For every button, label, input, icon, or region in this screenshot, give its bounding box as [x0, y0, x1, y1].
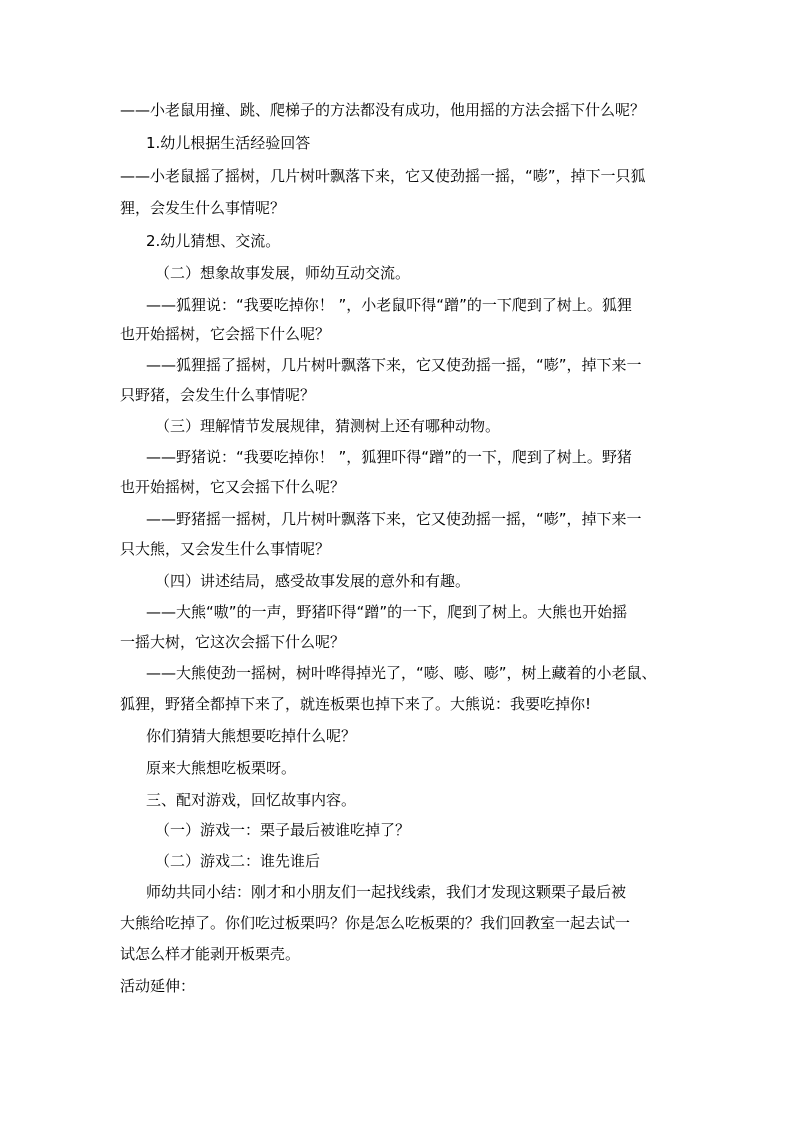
text-line: （三）理解情节发展规律，猜测树上还有哪种动物。 — [155, 417, 501, 435]
text-line: （四）讲述结局，感受故事发展的意外和有趣。 — [155, 572, 471, 590]
text-line: 1.幼儿根据生活经验回答 — [146, 134, 311, 152]
text-line: （二）游戏二：谁先谁后 — [155, 852, 321, 870]
text-line: （一）游戏一：栗子最后被谁吃掉了？ — [155, 821, 411, 839]
text-line: （二）想象故事发展，师幼互动交流。 — [155, 264, 411, 282]
text-line: 原来大熊想吃板栗呀。 — [146, 759, 297, 777]
text-line: 一摇大树，它这次会摇下什么呢？ — [120, 633, 346, 651]
text-line: ——大熊“嗷”的一声，野猪吓得“蹭”的一下，爬到了树上。大熊也开始摇 — [146, 603, 628, 621]
text-line: ——狐狸说：“我要吃掉你！ ”，小老鼠吓得“蹭”的一下爬到了树上。狐狸 — [146, 296, 632, 314]
text-line: 你们猜猜大熊想要吃掉什么呢？ — [146, 727, 357, 745]
text-line: 活动延伸： — [120, 977, 196, 995]
text-line: ——野猪说：“我要吃掉你！ ”，狐狸吓得“蹭”的一下，爬到了树上。野猪 — [146, 448, 632, 466]
text-line: ——小老鼠摇了摇树，几片树叶飘落下来，它又使劲摇一摇，“嘭”，掉下一只狐 — [120, 167, 646, 185]
text-line: ——野猪摇一摇树，几片树叶飘落下来，它又使劲摇一摇，“嘭”，掉下来一 — [146, 510, 642, 528]
text-line: 也开始摇树，它又会摇下什么呢？ — [120, 478, 346, 496]
text-line: 也开始摇树，它会摇下什么呢？ — [120, 325, 331, 343]
text-line: 大熊给吃掉了。你们吃过板栗吗？你是怎么吃板栗的？我们回教室一起去试一 — [120, 914, 631, 932]
text-line: ——小老鼠用撞、跳、爬梯子的方法都没有成功，他用摇的方法会摇下什么呢？ — [120, 101, 646, 119]
text-line: 只大熊，又会发生什么事情呢？ — [120, 540, 331, 558]
text-line: 试怎么样才能剥开板栗壳。 — [120, 945, 301, 963]
text-line: 2.幼儿猜想、交流。 — [146, 232, 281, 250]
text-line: ——狐狸摇了摇树，几片树叶飘落下来，它又使劲摇一摇，“嘭”，掉下来一 — [146, 356, 642, 374]
text-line: 师幼共同小结：刚才和小朋友们一起找线索，我们才发现这颗栗子最后被 — [146, 883, 627, 901]
text-line: 只野猪，会发生什么事情呢？ — [120, 386, 316, 404]
text-line: ——大熊使劲一摇树，树叶哗得掉光了，“嘭、嘭、嘭”，树上藏着的小老鼠、 — [146, 664, 657, 682]
text-line: 狐狸，野猪全都掉下来了，就连板栗也掉下来了。大熊说：我要吃掉你! — [120, 695, 592, 713]
text-line: 狸，会发生什么事情呢？ — [120, 199, 286, 217]
text-line: 三、配对游戏，回忆故事内容。 — [146, 791, 357, 809]
